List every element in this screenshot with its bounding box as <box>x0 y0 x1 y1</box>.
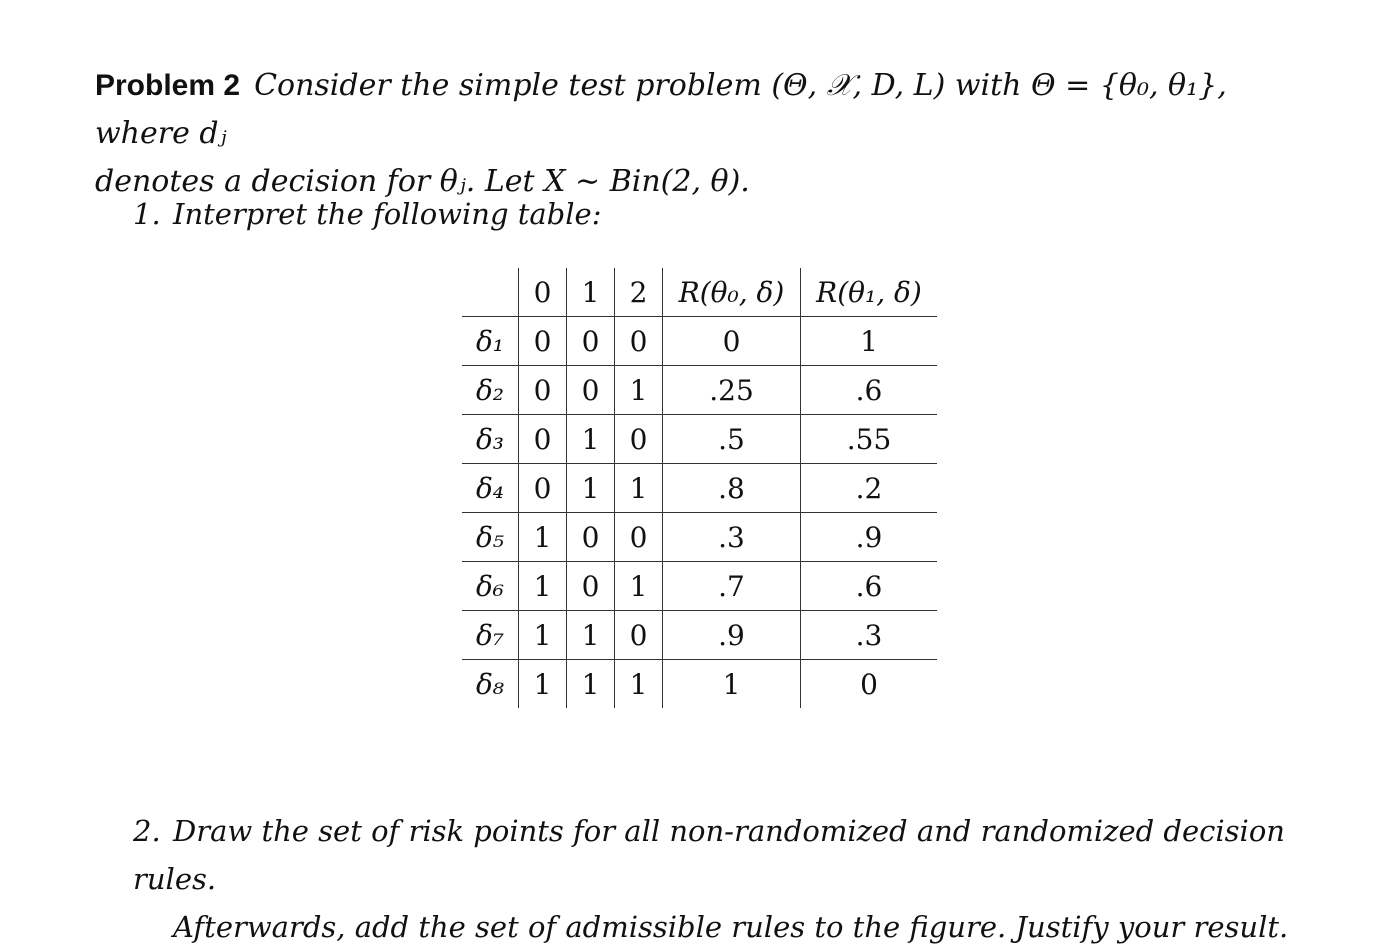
problem-text-line2: denotes a decision for θⱼ. Let X ∼ Bin(2, θ). <box>95 164 750 199</box>
decision-x2: 0 <box>615 611 663 660</box>
risk-theta1: .6 <box>801 562 938 611</box>
risk-theta1: .55 <box>801 415 938 464</box>
header-x2: 2 <box>615 268 663 317</box>
decision-x0: 1 <box>519 513 567 562</box>
table-row <box>462 611 937 660</box>
decision-x1: 0 <box>567 366 615 415</box>
table-row <box>462 562 937 611</box>
rule-name: δ₇ <box>462 611 519 660</box>
decision-x0: 0 <box>519 366 567 415</box>
risk-theta1: .6 <box>801 366 938 415</box>
header-risk-theta0: R(θ₀, δ) <box>663 268 801 317</box>
decision-x2: 0 <box>615 317 663 366</box>
table-row <box>462 317 937 366</box>
risk-theta0: .3 <box>663 513 801 562</box>
risk-theta1: .2 <box>801 464 938 513</box>
rule-name: δ₁ <box>462 317 519 366</box>
decision-x1: 0 <box>567 513 615 562</box>
question-2-text-line2: Afterwards, add the set of admissible rules to the figure. Justify your result. <box>173 910 1289 944</box>
header-x0: 0 <box>519 268 567 317</box>
question-1 <box>133 190 601 238</box>
question-2 <box>133 807 1313 951</box>
question-1-text: Interpret the following table: <box>173 197 602 231</box>
risk-table <box>462 268 937 708</box>
rule-name: δ₈ <box>462 660 519 709</box>
decision-x2: 0 <box>615 513 663 562</box>
header-risk-theta1: R(θ₁, δ) <box>801 268 938 317</box>
decision-x1: 1 <box>567 415 615 464</box>
risk-theta1: 1 <box>801 317 938 366</box>
header-x1: 1 <box>567 268 615 317</box>
rule-name: δ₃ <box>462 415 519 464</box>
risk-theta0: 1 <box>663 660 801 709</box>
risk-theta0: .25 <box>663 366 801 415</box>
risk-theta0: .5 <box>663 415 801 464</box>
decision-x2: 1 <box>615 660 663 709</box>
risk-theta1: .9 <box>801 513 938 562</box>
decision-x0: 1 <box>519 562 567 611</box>
table-row <box>462 415 937 464</box>
decision-x1: 0 <box>567 562 615 611</box>
problem-statement <box>95 62 1305 206</box>
risk-theta1: .3 <box>801 611 938 660</box>
question-1-number: 1. <box>133 197 161 231</box>
decision-x1: 1 <box>567 464 615 513</box>
decision-x1: 1 <box>567 611 615 660</box>
rule-name: δ₄ <box>462 464 519 513</box>
decision-x2: 1 <box>615 464 663 513</box>
problem-label: Problem 2 <box>95 69 241 102</box>
decision-x2: 0 <box>615 415 663 464</box>
table-row <box>462 464 937 513</box>
header-empty <box>462 268 519 317</box>
table-header-row <box>462 268 937 317</box>
problem-text-line1: Consider the simple test problem (Θ, 𝒳, D, L) with Θ = {θ₀, θ₁}, where dⱼ <box>95 68 1227 151</box>
question-2-number: 2. <box>133 814 161 848</box>
rule-name: δ₅ <box>462 513 519 562</box>
decision-x0: 1 <box>519 611 567 660</box>
risk-theta0: .9 <box>663 611 801 660</box>
rule-name: δ₂ <box>462 366 519 415</box>
decision-x1: 0 <box>567 317 615 366</box>
risk-theta0: 0 <box>663 317 801 366</box>
table-row <box>462 513 937 562</box>
decision-x0: 1 <box>519 660 567 709</box>
risk-theta1: 0 <box>860 667 878 701</box>
table-row <box>462 366 937 415</box>
question-2-text-line1: Draw the set of risk points for all non-randomized and randomized decision rules. <box>133 814 1285 896</box>
decision-x2: 1 <box>615 366 663 415</box>
rule-name: δ₆ <box>462 562 519 611</box>
decision-x1: 1 <box>567 660 615 709</box>
decision-x0: 0 <box>519 317 567 366</box>
decision-x0: 0 <box>519 415 567 464</box>
risk-theta0: .8 <box>663 464 801 513</box>
decision-x0: 0 <box>519 464 567 513</box>
risk-theta0: .7 <box>663 562 801 611</box>
table-row <box>462 660 937 709</box>
decision-x2: 1 <box>615 562 663 611</box>
